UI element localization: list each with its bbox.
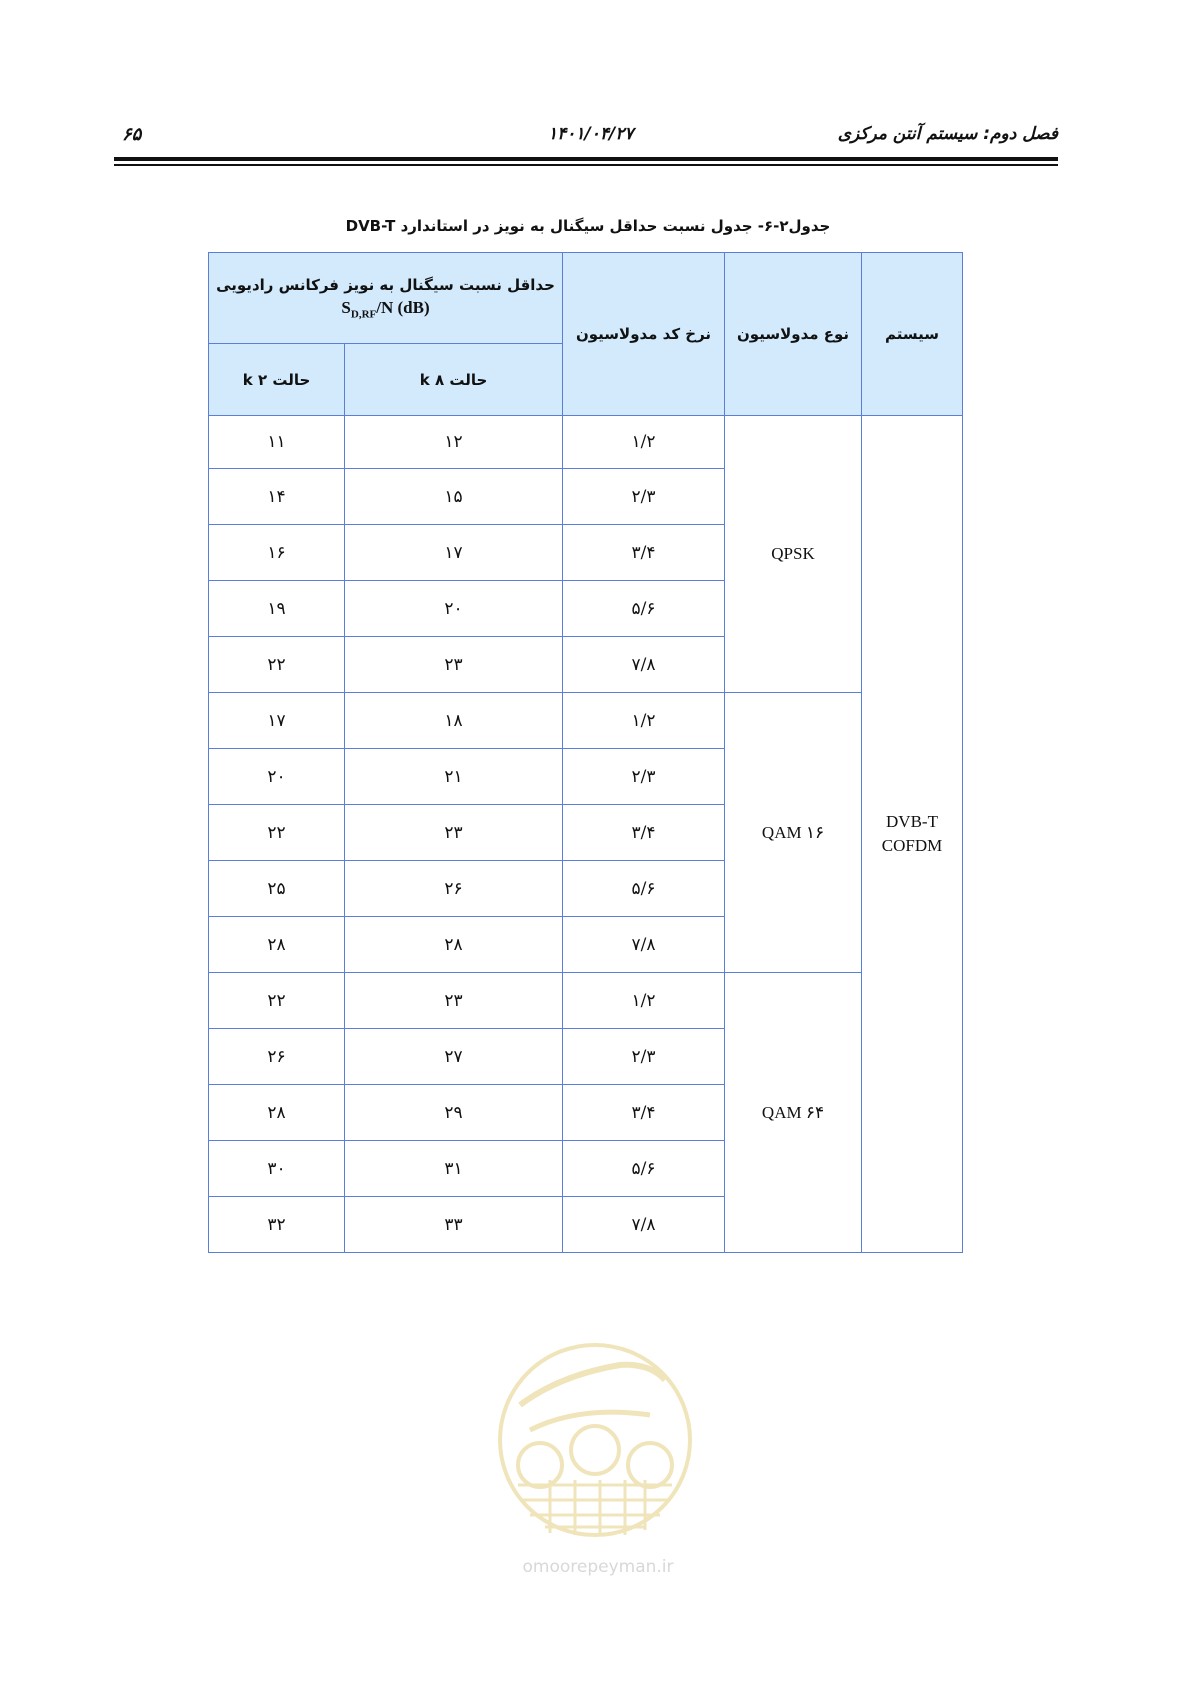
system-line1: DVB-T xyxy=(886,812,938,831)
rate-cell: ۳/۴ xyxy=(563,1085,725,1141)
watermark-seal xyxy=(490,1335,700,1595)
snr-8k-cell: ۲۸ xyxy=(345,917,563,973)
header-snr-group xyxy=(209,253,563,344)
header-mode-8k: حالت ۸ k xyxy=(345,344,563,416)
table-row xyxy=(209,973,963,1029)
table-row xyxy=(209,416,963,469)
header-snr-rest: /N (dB) xyxy=(376,297,430,317)
modulation-cell: QPSK xyxy=(725,416,862,693)
header-code-rate: نرخ کد مدولاسیون xyxy=(563,253,725,416)
rate-cell: ۲/۳ xyxy=(563,469,725,525)
rate-cell: ۷/۸ xyxy=(563,1197,725,1253)
page-header xyxy=(114,124,1058,148)
snr-8k-cell: ۲۳ xyxy=(345,637,563,693)
header-mode-2k: حالت ۲ k xyxy=(209,344,345,416)
snr-2k-cell: ۳۰ xyxy=(209,1141,345,1197)
snr-2k-cell: ۲۲ xyxy=(209,805,345,861)
modulation-cell: ۶۴ QAM xyxy=(725,973,862,1253)
snr-2k-cell: ۲۲ xyxy=(209,973,345,1029)
snr-8k-cell: ۱۵ xyxy=(345,469,563,525)
page-number: ۶۵ xyxy=(122,124,142,145)
table-row xyxy=(209,693,963,749)
snr-2k-cell: ۱۹ xyxy=(209,581,345,637)
rate-cell: ۷/۸ xyxy=(563,637,725,693)
snr-2k-cell: ۲۵ xyxy=(209,861,345,917)
snr-2k-cell: ۲۲ xyxy=(209,637,345,693)
header-snr-s: S xyxy=(341,297,351,317)
snr-2k-cell: ۱۶ xyxy=(209,525,345,581)
system-cell xyxy=(862,416,963,1253)
seal-logo-icon xyxy=(490,1335,700,1595)
modulation-cell: ۱۶ QAM xyxy=(725,693,862,973)
rate-cell: ۲/۳ xyxy=(563,749,725,805)
header-date: ۱۴۰۱/۰۴/۲۷ xyxy=(548,124,634,144)
snr-2k-cell: ۲۸ xyxy=(209,1085,345,1141)
chapter-title: فصل دوم: سیستم آنتن مرکزی xyxy=(837,124,1058,144)
header-snr-line1: حداقل نسبت سیگنال به نویز فرکانس رادیویی xyxy=(216,275,555,294)
snr-8k-cell: ۲۶ xyxy=(345,861,563,917)
snr-8k-cell: ۲۳ xyxy=(345,973,563,1029)
snr-8k-cell: ۲۳ xyxy=(345,805,563,861)
rate-cell: ۲/۳ xyxy=(563,1029,725,1085)
snr-2k-cell: ۲۸ xyxy=(209,917,345,973)
rate-cell: ۵/۶ xyxy=(563,861,725,917)
snr-8k-cell: ۲۷ xyxy=(345,1029,563,1085)
snr-2k-cell: ۱۱ xyxy=(209,416,345,469)
rate-cell: ۱/۲ xyxy=(563,973,725,1029)
rate-cell: ۷/۸ xyxy=(563,917,725,973)
rate-cell: ۱/۲ xyxy=(563,693,725,749)
rate-cell: ۳/۴ xyxy=(563,805,725,861)
header-rule-thin xyxy=(114,164,1058,166)
snr-8k-cell: ۲۰ xyxy=(345,581,563,637)
header-snr-line2 xyxy=(209,298,562,320)
snr-2k-cell: ۱۴ xyxy=(209,469,345,525)
watermark-url: omoorepeyman.ir xyxy=(522,1557,674,1577)
rate-cell: ۵/۶ xyxy=(563,1141,725,1197)
snr-8k-cell: ۱۸ xyxy=(345,693,563,749)
header-snr-sub: D,RF xyxy=(350,308,377,321)
snr-8k-cell: ۲۹ xyxy=(345,1085,563,1141)
rate-cell: ۳/۴ xyxy=(563,525,725,581)
rate-cell: ۱/۲ xyxy=(563,416,725,469)
header-rule-thick xyxy=(114,157,1058,161)
snr-table xyxy=(208,252,963,1253)
snr-8k-cell: ۲۱ xyxy=(345,749,563,805)
snr-8k-cell: ۳۱ xyxy=(345,1141,563,1197)
snr-2k-cell: ۲۰ xyxy=(209,749,345,805)
snr-8k-cell: ۱۲ xyxy=(345,416,563,469)
header-modulation-type: نوع مدولاسیون xyxy=(725,253,862,416)
snr-2k-cell: ۳۲ xyxy=(209,1197,345,1253)
system-line2: COFDM xyxy=(881,836,943,855)
rate-cell: ۵/۶ xyxy=(563,581,725,637)
snr-8k-cell: ۱۷ xyxy=(345,525,563,581)
snr-2k-cell: ۱۷ xyxy=(209,693,345,749)
snr-8k-cell: ۳۳ xyxy=(345,1197,563,1253)
header-system: سیستم xyxy=(862,253,963,416)
table-caption: جدول۲-۶- جدول نسبت حداقل سیگنال به نویز در استاندارد DVB-T xyxy=(345,217,831,235)
snr-2k-cell: ۲۶ xyxy=(209,1029,345,1085)
